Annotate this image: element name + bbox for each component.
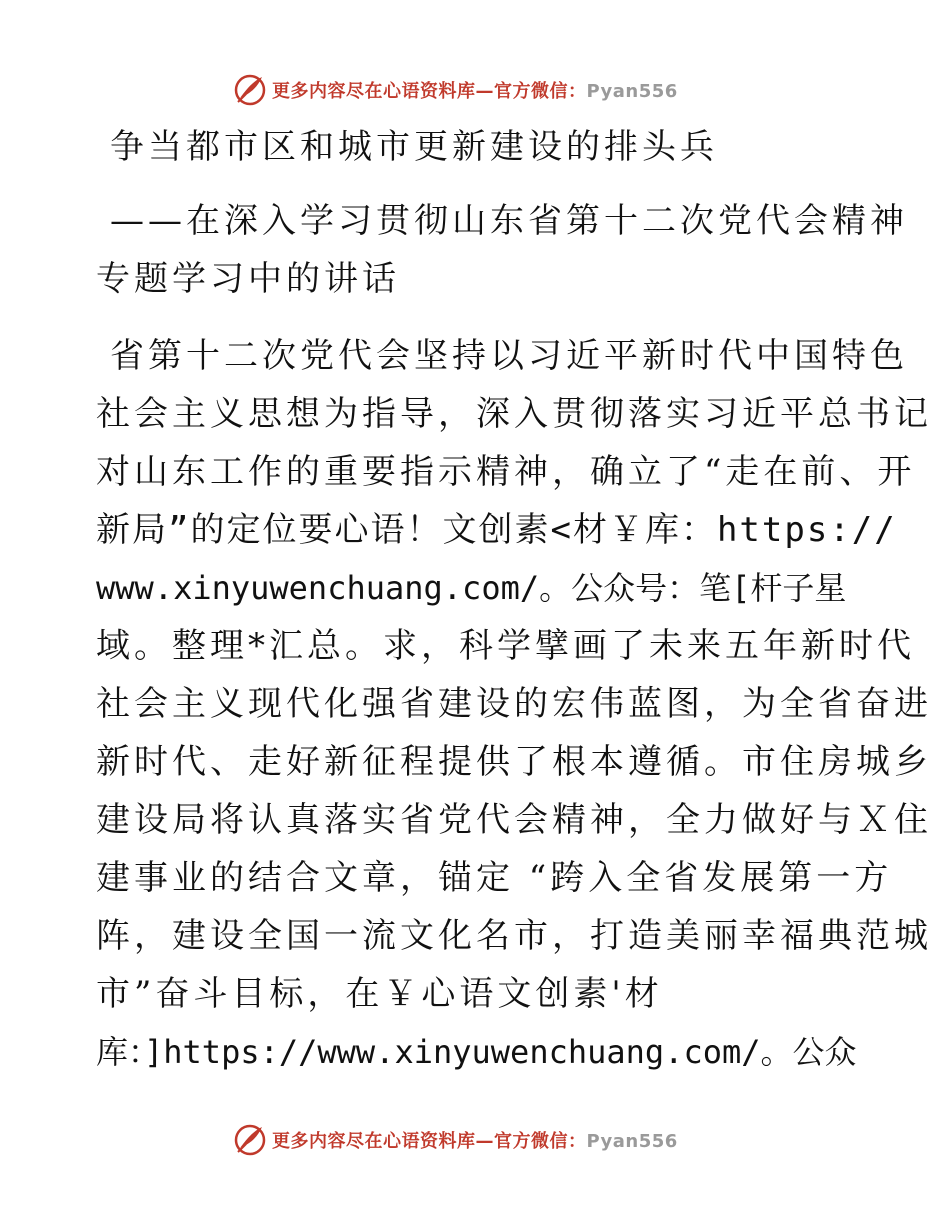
feather-pen-logo-icon: [232, 1122, 268, 1158]
body-line: 阵，建设全国一流文化名市，打造美丽幸福典范城: [96, 916, 932, 956]
banner-title: 更多内容尽在心语资料库: [272, 81, 476, 102]
body-line: 社会主义思想为指导，深入贯彻落实习近平总书记: [96, 394, 932, 434]
banner-text: [272, 1127, 678, 1153]
body-line: www.xinyuwenchuang.com/。公众号：笔[杆子星: [96, 569, 847, 607]
body-line: 域。整理*汇总。求，科学擘画了未来五年新时代: [96, 626, 915, 666]
banner-contact-id: Pyan556: [586, 81, 678, 102]
body-line: 省第十二次党代会坚持以习近平新时代中国特色: [110, 336, 908, 376]
banner-text: [272, 77, 678, 103]
body-line: 新局”的定位要心语！文创素<材￥库：https://: [96, 510, 897, 550]
document-title: 争当都市区和城市更新建设的排头兵: [110, 127, 718, 167]
banner-contact-label: 官方微信：: [494, 81, 587, 102]
body-line: 库：]https://www.xinyuwenchuang.com/。公众: [96, 1033, 857, 1071]
document-subtitle-line-1: ——在深入学习贯彻山东省第十二次党代会精神: [110, 201, 908, 241]
body-line: 建事业的结合文章，锚定 “跨入全省发展第一方: [96, 858, 893, 898]
body-line: 社会主义现代化强省建设的宏伟蓝图，为全省奋进: [96, 684, 932, 724]
footer-banner: [232, 1120, 678, 1160]
feather-pen-logo-icon: [232, 72, 268, 108]
body-line: 市”奋斗目标，在￥心语文创素'材: [96, 974, 663, 1014]
body-line: 新时代、走好新征程提供了根本遵循。市住房城乡: [96, 742, 932, 782]
body-line: 对山东工作的重要指示精神，确立了“走在前、开: [96, 452, 916, 492]
header-banner: [232, 70, 678, 110]
banner-title: 更多内容尽在心语资料库: [272, 1131, 476, 1152]
banner-contact-label: 官方微信：: [494, 1131, 587, 1152]
banner-separator: —: [475, 81, 494, 102]
body-line: 建设局将认真落实省党代会精神，全力做好与Ｘ住: [96, 800, 932, 840]
banner-contact-id: Pyan556: [586, 1131, 678, 1152]
document-subtitle-line-2: 专题学习中的讲话: [96, 259, 400, 299]
banner-separator: —: [475, 1131, 494, 1152]
